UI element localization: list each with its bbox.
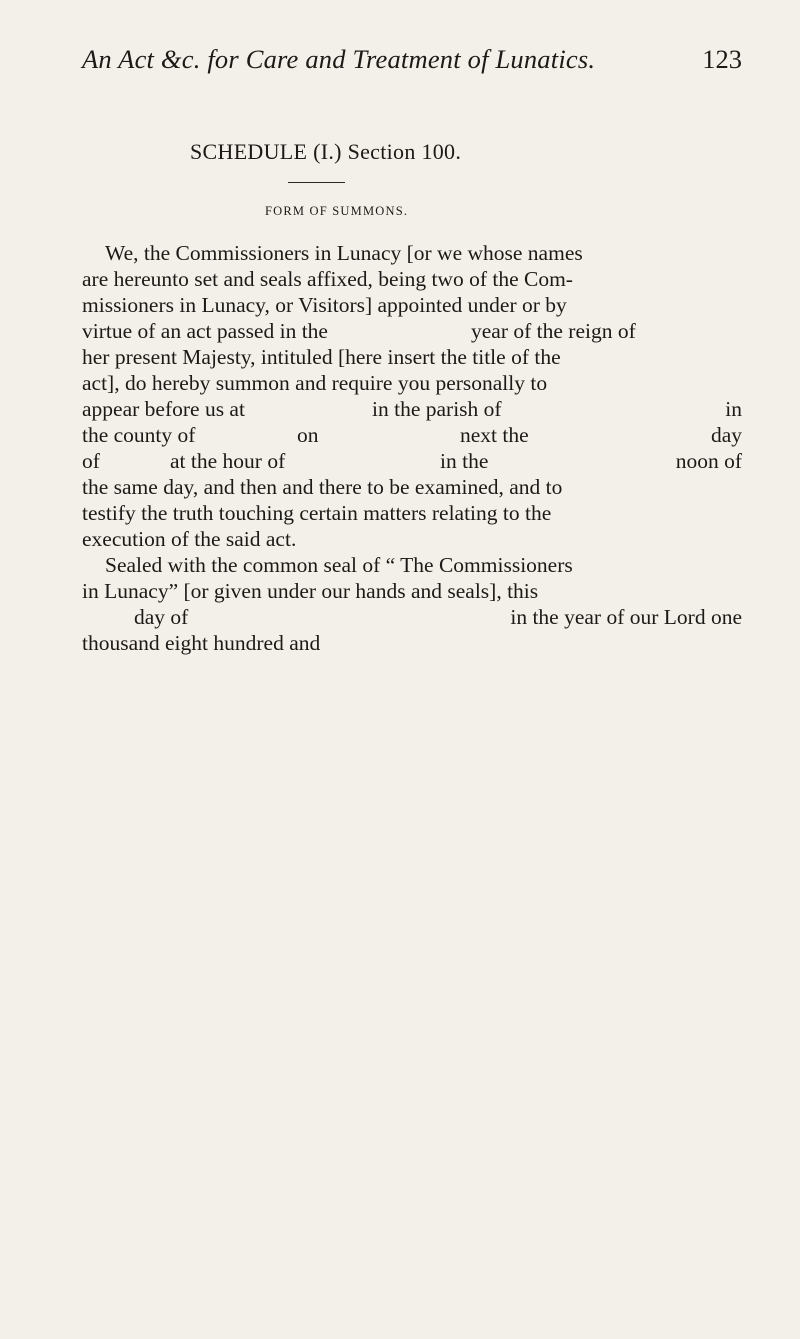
heading-rule <box>288 182 345 183</box>
text-segment: the county of <box>82 423 196 447</box>
text-segment: in Lunacy” [or given under our hands and seals], this <box>82 579 539 603</box>
body-line-9 <box>82 448 742 474</box>
text-segment: at the hour of <box>170 449 286 473</box>
body-line-13 <box>105 552 742 578</box>
text-segment: year of the reign of <box>471 319 636 343</box>
text-segment: her present Majesty, intituled [here insert the title of the <box>82 345 561 369</box>
text-segment: thousand eight hundred and <box>82 631 321 655</box>
body-line-11 <box>82 500 742 526</box>
text-segment: act], do hereby summon and require you personally to <box>82 371 548 395</box>
text-segment: appear before us at <box>82 397 245 421</box>
body-line-15 <box>134 604 742 630</box>
text-segment: next the <box>460 423 529 447</box>
schedule-heading: SCHEDULE (I.) Section 100. <box>190 139 462 164</box>
body-line-10 <box>82 474 742 500</box>
body-line-1 <box>105 240 742 266</box>
text-segment: are hereunto set and seals affixed, being two of the Com- <box>82 267 573 291</box>
text-segment: of <box>82 449 100 473</box>
text-segment: on <box>297 423 319 447</box>
text-segment: virtue of an act passed in the <box>82 319 328 343</box>
text-segment: in the year of our Lord one <box>510 605 742 629</box>
body-line-4 <box>82 318 742 344</box>
text-segment: in the <box>440 449 489 473</box>
text-segment: testify the truth touching certain matters relating to the <box>82 501 552 525</box>
text-segment: We, the Commissioners in Lunacy [or we whose names <box>105 241 583 265</box>
text-segment: Sealed with the common seal of “ The Commissioners <box>105 553 573 577</box>
text-segment: missioners in Lunacy, or Visitors] appointed under or by <box>82 293 567 317</box>
body-line-16 <box>82 630 742 656</box>
body-line-5 <box>82 344 742 370</box>
body-line-2 <box>82 266 742 292</box>
text-segment: day <box>710 423 742 447</box>
form-title: FORM OF SUMMONS. <box>265 204 409 218</box>
text-segment: noon of <box>675 449 742 473</box>
page-number: 123 <box>702 44 742 74</box>
body-line-14 <box>82 578 742 604</box>
body-line-12 <box>82 526 742 552</box>
running-head <box>82 44 742 84</box>
body-line-6 <box>82 370 742 396</box>
body-line-8 <box>82 422 742 448</box>
body-line-3 <box>82 292 742 318</box>
text-segment: execution of the said act. <box>82 527 297 551</box>
running-title: An Act &c. for Care and Treatment of Lunatics. <box>82 44 596 74</box>
text-segment: day of <box>134 605 189 629</box>
text-segment: in <box>725 397 742 421</box>
body-line-7 <box>82 396 742 422</box>
text-segment: in the parish of <box>372 397 502 421</box>
text-segment: the same day, and then and there to be examined, and to <box>82 475 563 499</box>
